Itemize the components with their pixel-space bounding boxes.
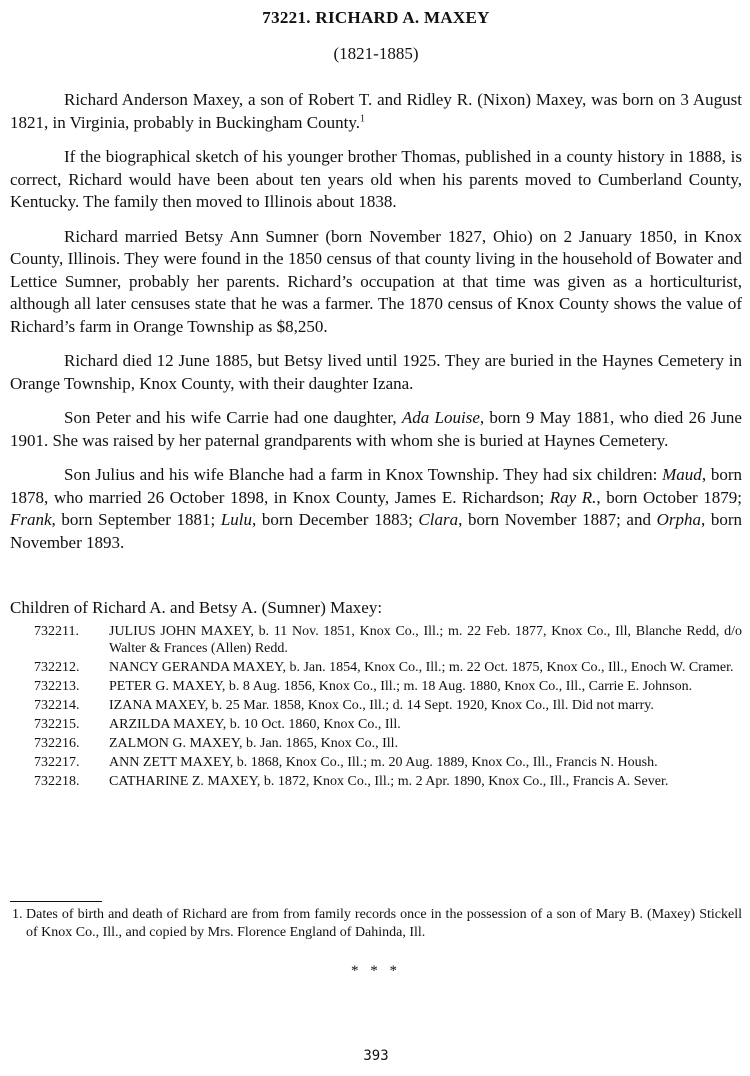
child-entry: PETER G. MAXEY, b. 8 Aug. 1856, Knox Co., Ill.; m. 18 Aug. 1880, Knox Co., Ill., Carrie E. Johnson. <box>109 679 693 694</box>
child-number: 732212. <box>34 660 80 675</box>
grandchild-name: Lulu <box>220 510 252 529</box>
paragraph-1-text: Richard Anderson Maxey, a son of Robert T. and Ridley R. (Nixon) Maxey, was born on 3 August 1821, in Virginia, probably in Buckingham County. <box>10 90 742 132</box>
child-entry: CATHARINE Z. MAXEY, b. 1872, Knox Co., Ill.; m. 2 Apr. 1890, Knox Co., Ill., Francis A. Sever. <box>109 774 669 789</box>
paragraph-6-part: , born December 1883; <box>252 510 419 529</box>
child-number: 732218. <box>34 774 80 789</box>
paragraph-6-part: , born 1878, who married 26 October 1898, in Knox County, James E. Richardson; <box>10 465 742 507</box>
child-number: 732213. <box>34 679 80 694</box>
footnote-text: Dates of birth and death of Richard are from from family records once in the possession of a son of Mary B. (Maxey) Stickell of Knox Co., Ill., and copied by Mrs. Florence England of Dahinda, Ill. <box>26 907 742 940</box>
list-item <box>34 735 742 752</box>
list-item <box>34 659 742 676</box>
list-item <box>34 716 742 733</box>
list-item <box>34 697 742 714</box>
paragraph-5-part: Son Peter and his wife Carrie had one daughter, <box>64 408 402 427</box>
child-number: 732214. <box>34 698 80 713</box>
children-list <box>34 623 742 792</box>
paragraph-6-part: , born November 1887; and <box>458 510 657 529</box>
paragraph-3: Richard married Betsy Ann Sumner (born November 1827, Ohio) on 2 January 1850, in Knox County, Illinois. They were found in the 1850 census of that county living in the household of Bowater and Lettice Sumner, probably her parents. Richard’s occupation at that time was given as a horticulturist, although all later censuses state that he was a farmer. The 1870 census of Knox County shows the value of Richard’s farm in Orange Township as $8,250. <box>10 226 742 336</box>
grandchild-name: Frank <box>10 510 52 529</box>
paragraph-6 <box>10 464 742 554</box>
grandchild-name: Maud <box>662 465 702 484</box>
section-separator: * * * <box>351 963 401 979</box>
list-item <box>34 623 742 657</box>
child-number: 732216. <box>34 736 80 751</box>
footnote <box>10 906 742 942</box>
child-entry: ZALMON G. MAXEY, b. Jan. 1865, Knox Co., Ill. <box>109 736 399 751</box>
paragraph-1 <box>10 89 742 134</box>
child-number: 732215. <box>34 717 80 732</box>
grandchild-name: Ray R. <box>549 487 597 507</box>
paragraph-6-part: Son Julius and his wife Blanche had a farm in Knox Township. They had six children: <box>64 465 663 484</box>
child-entry: JULIUS JOHN MAXEY, b. 11 Nov. 1851, Knox Co., Ill.; m. 22 Feb. 1877, Knox Co., Ill, Blanche Redd, d/o Walter & Frances (Allen) Redd. <box>109 624 742 656</box>
page-title: 73221. RICHARD A. MAXEY <box>262 8 490 27</box>
child-entry: NANCY GERANDA MAXEY, b. Jan. 1854, Knox Co., Ill.; m. 22 Oct. 1875, Knox Co., Ill., Enoch W. Cramer. <box>109 660 734 675</box>
list-item <box>34 773 742 790</box>
grandchild-name: Orpha <box>656 510 701 529</box>
biography-text <box>10 89 742 566</box>
footnote-number: 1. <box>12 907 23 922</box>
child-entry: ANN ZETT MAXEY, b. 1868, Knox Co., Ill.; m. 20 Aug. 1889, Knox Co., Ill., Francis N. Housh. <box>109 755 658 770</box>
child-number: 732217. <box>34 755 80 770</box>
child-entry: ARZILDA MAXEY, b. 10 Oct. 1860, Knox Co., Ill. <box>109 717 401 732</box>
paragraph-6-part: , born September 1881; <box>51 510 221 529</box>
children-heading: Children of Richard A. and Betsy A. (Sumner) Maxey: <box>10 598 383 617</box>
page-number: 393 <box>363 1048 389 1064</box>
life-dates: (1821-1885) <box>333 44 419 63</box>
paragraph-5 <box>10 407 742 452</box>
grandchild-name: Ada Louise <box>401 408 480 427</box>
paragraph-5-part: , born 9 May 1881, who died 26 June 1901. She was raised by her paternal grandparents with whom she is buried at Haynes Cemetery. <box>10 408 742 450</box>
paragraph-2: If the biographical sketch of his younger brother Thomas, published in a county history in 1888, is correct, Richard would have been about ten years old when his parents moved to Cumberland County, Kentucky. The family then moved to Illinois about 1838. <box>10 147 742 211</box>
paragraph-6-part: , born October 1879; <box>596 487 742 507</box>
list-item <box>34 754 742 771</box>
footnotes <box>10 906 742 942</box>
child-number: 732211. <box>34 624 79 639</box>
child-entry: IZANA MAXEY, b. 25 Mar. 1858, Knox Co., Ill.; d. 14 Sept. 1920, Knox Co., Ill. Did not marry. <box>109 698 654 713</box>
paragraph-4: Richard died 12 June 1885, but Betsy lived until 1925. They are buried in the Haynes Cemetery in Orange Township, Knox County, with their daughter Izana. <box>10 351 742 393</box>
list-item <box>34 678 742 695</box>
paragraph-6-part: , born November 1893. <box>10 510 742 552</box>
footnote-ref: 1 <box>359 112 365 124</box>
footnote-divider <box>10 901 102 902</box>
grandchild-name: Clara <box>418 510 459 529</box>
